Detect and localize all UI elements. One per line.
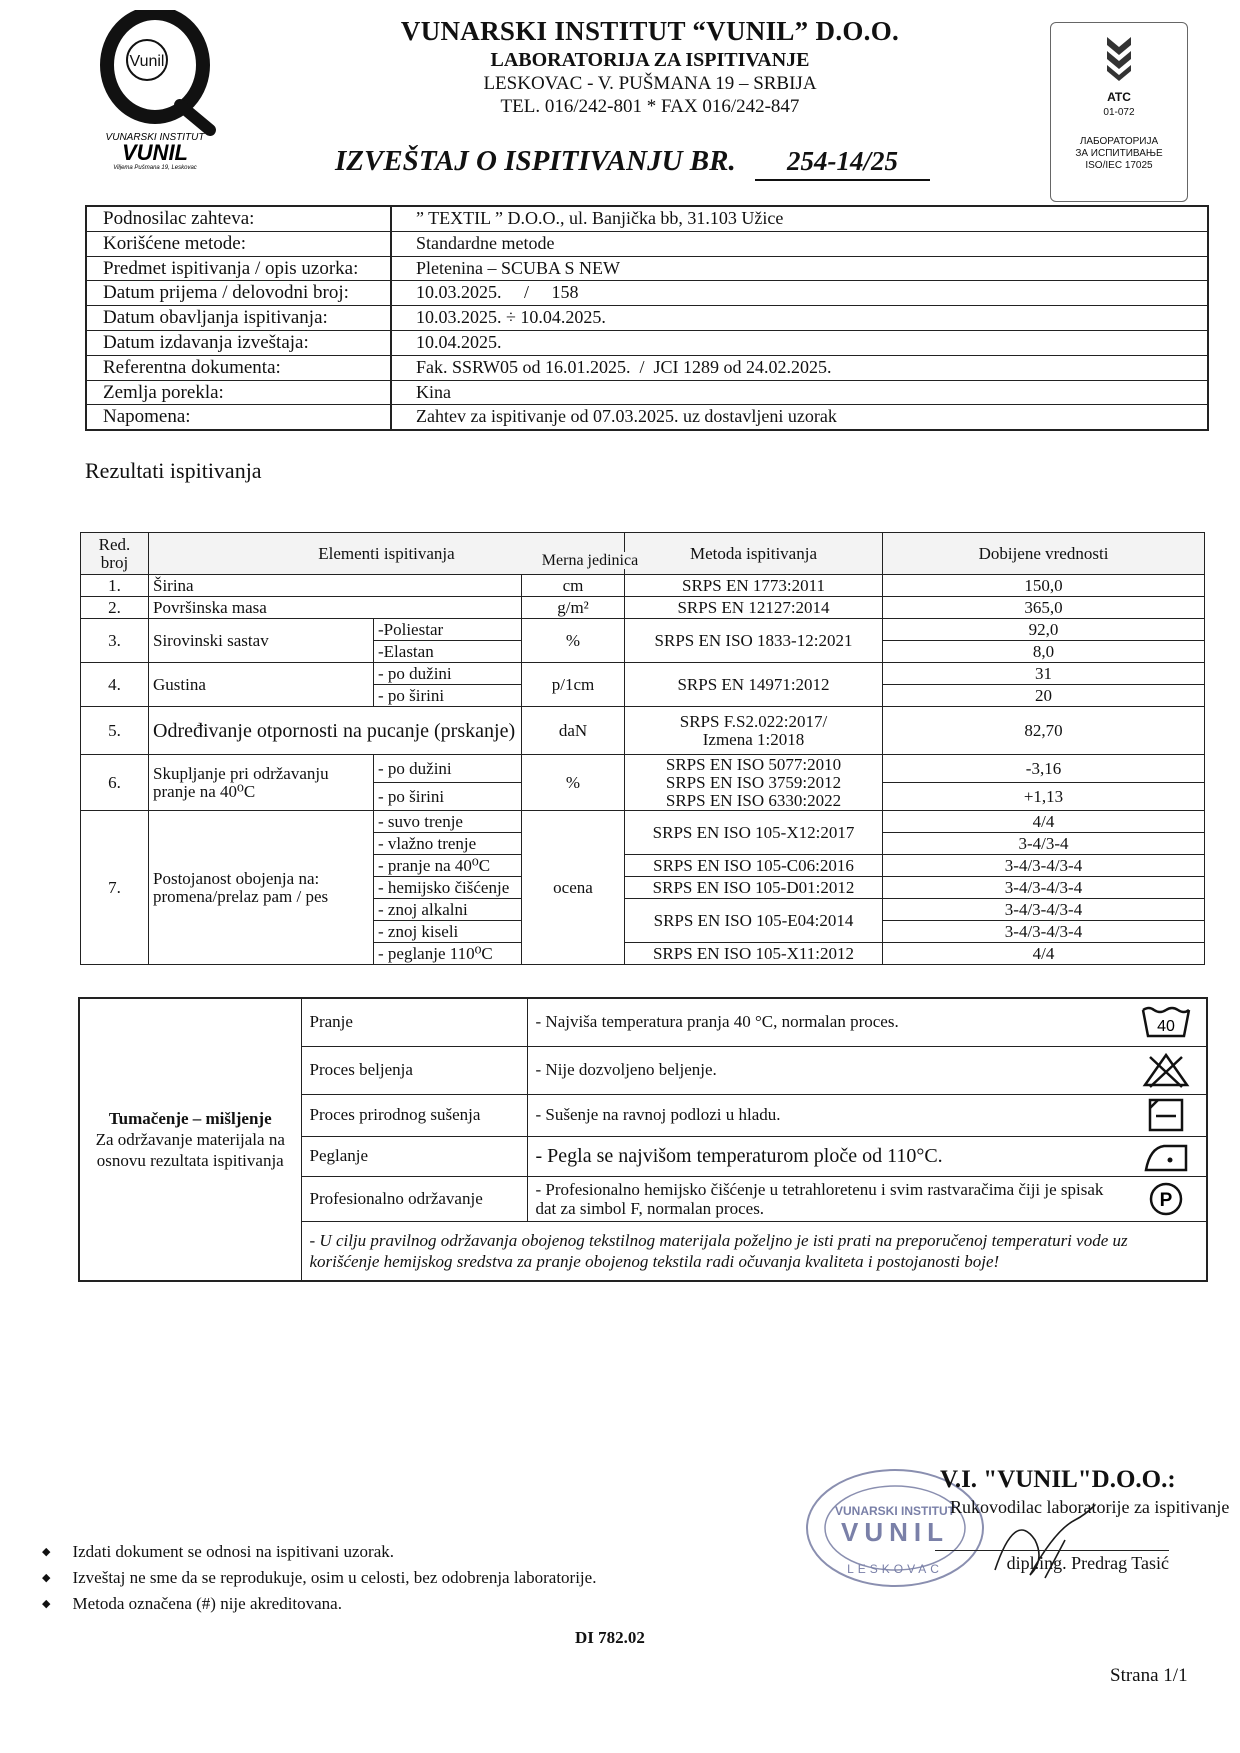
row-no: 2. xyxy=(81,597,149,619)
results-heading: Rezultati ispitivanja xyxy=(85,458,262,483)
interp-text: - Sušenje na ravnoj podlozi u hladu. xyxy=(535,1105,781,1124)
row-unit: g/m² xyxy=(522,597,625,619)
row-value: 3-4/3-4/3-4 xyxy=(883,877,1205,899)
table-row xyxy=(81,811,1205,833)
row-no: 4. xyxy=(81,663,149,707)
info-row xyxy=(87,381,1207,406)
row-subelement: - po širini xyxy=(374,685,522,707)
row-method xyxy=(625,755,883,811)
atc-number: 01-072 xyxy=(1103,107,1135,118)
footer-notes xyxy=(42,1540,596,1618)
logo-address: Viljema Pušmana 19, Leskovac xyxy=(113,165,197,170)
row-value: -3,16 xyxy=(883,755,1205,783)
method-line: Izmena 1:2018 xyxy=(702,729,805,749)
method-line: SRPS EN ISO 6330:2022 xyxy=(665,790,842,810)
signature-name: dipl.ing. Predrag Tasić xyxy=(935,1550,1169,1574)
row-element: Gustina xyxy=(149,663,374,707)
svg-text:Vunil: Vunil xyxy=(129,53,165,70)
info-key: Napomena: xyxy=(87,405,392,429)
info-value: Standardne metode xyxy=(416,232,555,253)
table-row xyxy=(81,707,1205,755)
document-id: DI 782.02 xyxy=(575,1628,645,1647)
row-subelement: - vlažno trenje xyxy=(374,833,522,855)
row-no: 1. xyxy=(81,575,149,597)
row-method: SRPS EN 14971:2012 xyxy=(625,663,883,707)
row-method: SRPS EN ISO 105-X12:2017 xyxy=(625,811,883,855)
row-unit: ocena xyxy=(522,811,625,965)
info-row xyxy=(87,356,1207,381)
interp-label: Proces beljenja xyxy=(301,1046,527,1094)
row-value: 8,0 xyxy=(883,641,1205,663)
interpretation-note: - U cilju pravilnog održavanja obojenog tekstilnog materijala poželjno je isti prati na preporučenoj temperaturi vode uz korišćenje hemijskog sredstva za pranje obojenog tekstila radi očuvanja kvaliteta i postojanosti boje! xyxy=(301,1221,1207,1281)
row-element: Postojanost obojenja na: promena/prelaz pam / pes xyxy=(149,811,374,965)
info-key: Datum izdavanja izveštaja: xyxy=(87,331,392,355)
footer-note: ◆ Metoda označena (#) nije akreditovana. xyxy=(42,1592,596,1618)
footer-note: ◆ Izdati dokument se odnosi na ispitivani uzorak. xyxy=(42,1540,596,1566)
info-row xyxy=(87,306,1207,331)
col-header-unit: Merna jedinica xyxy=(541,552,639,569)
iron-one-dot-icon xyxy=(1140,1138,1192,1174)
row-no: 6. xyxy=(81,755,149,811)
row-subelement: - po dužini xyxy=(374,663,522,685)
interpretation-table xyxy=(78,997,1208,1282)
no-bleach-icon xyxy=(1140,1052,1192,1088)
table-row xyxy=(81,755,1205,783)
info-value: 10.04.2025. xyxy=(416,331,502,352)
interpretation-title-bold: Tumačenje – mišljenje xyxy=(108,1109,272,1128)
atc-logo-icon xyxy=(1099,33,1139,81)
logo-caption: VUNARSKI INSTITUT xyxy=(105,132,205,143)
interp-text-cell xyxy=(527,1046,1207,1094)
interp-text-cell xyxy=(527,998,1207,1046)
info-value: Kina xyxy=(416,381,451,402)
interp-label: Proces prirodnog sušenja xyxy=(301,1094,527,1136)
row-method: SRPS EN ISO 105-C06:2016 xyxy=(625,855,883,877)
info-value: ” TEXTIL ” D.O.O., ul. Banjička bb, 31.103 Užice xyxy=(416,208,784,228)
interp-text-cell xyxy=(527,1136,1207,1176)
col-header-no: Red. broj xyxy=(81,533,149,575)
row-method: SRPS EN ISO 105-E04:2014 xyxy=(625,899,883,943)
vunil-logo xyxy=(85,10,225,170)
row-method: SRPS EN ISO 105-X11:2012 xyxy=(625,943,883,965)
interp-text: - Nije dozvoljeno beljenje. xyxy=(535,1060,717,1079)
row-subelement: - hemijsko čišćenje xyxy=(374,877,522,899)
dryclean-letter: P xyxy=(1159,1189,1173,1211)
interp-text: - Pegla se najvišom temperaturom ploče od 110°C. xyxy=(535,1144,943,1167)
row-value: 3-4/3-4/3-4 xyxy=(883,921,1205,943)
row-unit: daN xyxy=(522,707,625,755)
row-subelement: -Elastan xyxy=(374,641,522,663)
info-row xyxy=(87,331,1207,356)
row-unit: % xyxy=(522,619,625,663)
row-subelement: -Poliestar xyxy=(374,619,522,641)
org-name: VUNARSKI INSTITUT “VUNIL” D.O.O. xyxy=(400,16,900,46)
info-row xyxy=(87,405,1207,429)
table-row xyxy=(81,663,1205,685)
col-header-value: Dobijene vrednosti xyxy=(883,533,1205,575)
info-row xyxy=(87,232,1207,257)
method-line: SRPS EN ISO 5077:2010 xyxy=(665,754,842,774)
row-value: 31 xyxy=(883,663,1205,685)
interpretation-title xyxy=(79,998,301,1281)
row-value: 92,0 xyxy=(883,619,1205,641)
row-element: Skupljanje pri održavanju pranje na 40⁰C xyxy=(149,755,374,811)
row-value: 20 xyxy=(883,685,1205,707)
row-element: Površinska masa xyxy=(149,597,522,619)
report-title: IZVEŠTAJ O ISPITIVANJU BR. xyxy=(335,145,736,177)
wash-40-icon xyxy=(1140,1004,1192,1040)
row-unit: cm xyxy=(522,575,625,597)
row-value: 3-4/3-4/3-4 xyxy=(883,899,1205,921)
row-method xyxy=(625,707,883,755)
info-value: Zahtev za ispitivanje od 07.03.2025. uz dostavljeni uzorak xyxy=(416,406,837,427)
row-subelement: - suvo trenje xyxy=(374,811,522,833)
row-value: 4/4 xyxy=(883,943,1205,965)
atc-label-3: ISO/IEC 17025 xyxy=(1085,160,1153,171)
interp-row xyxy=(79,998,1207,1046)
row-subelement: - po dužini xyxy=(374,755,522,783)
row-value: 3-4/3-4 xyxy=(883,833,1205,855)
info-key: Datum obavljanja ispitivanja: xyxy=(87,306,392,330)
row-value: +1,13 xyxy=(883,783,1205,811)
row-subelement: - znoj alkalni xyxy=(374,899,522,921)
interp-text: - Profesionalno hemijsko čišćenje u tetrahloretenu i svim rastvaračima čiji je spisak dat za simbol F, normalan proces. xyxy=(535,1179,1104,1218)
atc-code: ATC xyxy=(1107,90,1131,104)
row-element: Širina xyxy=(149,575,522,597)
row-no: 5. xyxy=(81,707,149,755)
dry-flat-shade-icon xyxy=(1140,1097,1192,1133)
row-subelement: - peglanje 110⁰C xyxy=(374,943,522,965)
row-unit: p/1cm xyxy=(522,663,625,707)
results-table xyxy=(80,532,1205,965)
interp-text-cell xyxy=(527,1176,1207,1221)
table-row xyxy=(81,619,1205,641)
lab-name: LABORATORIJA ZA ISPITIVANJE xyxy=(490,49,810,71)
accreditation-badge xyxy=(1050,22,1188,202)
col-header-elements: Elementi ispitivanja xyxy=(149,533,625,575)
logo-brand: VUNIL xyxy=(122,140,188,165)
interpretation-title-rest: Za održavanje materijala na osnovu rezultata ispitivanja xyxy=(95,1130,285,1170)
info-key: Podnosilac zahteva: xyxy=(87,207,392,231)
info-key: Datum prijema / delovodni broj: xyxy=(87,281,392,305)
info-value: Fak. SSRW05 od 16.01.2025. / JCI 1289 od 24.02.2025. xyxy=(416,356,832,377)
row-subelement: - po širini xyxy=(374,783,522,811)
row-subelement: - pranje na 40⁰C xyxy=(374,855,522,877)
signature-org: V.I. "VUNIL"D.O.O.: xyxy=(940,1466,1176,1493)
row-value: 82,70 xyxy=(883,707,1205,755)
row-element: Određivanje otpornosti na pucanje (prskanje) xyxy=(149,707,522,755)
col-header-method: Metoda ispitivanja xyxy=(625,533,883,575)
row-value: 3-4/3-4/3-4 xyxy=(883,855,1205,877)
wash-temp-label: 40 xyxy=(1157,1018,1175,1036)
info-row xyxy=(87,207,1207,232)
info-table xyxy=(85,205,1209,431)
atc-label-1: ЛАБОРАТОРИЈА xyxy=(1079,136,1159,147)
info-row xyxy=(87,257,1207,282)
signature-role: Rukovodilac laboratorije za ispitivanje xyxy=(950,1497,1230,1517)
org-address: LESKOVAC - V. PUŠMANA 19 – SRBIJA xyxy=(483,73,817,94)
org-phone: TEL. 016/242-801 * FAX 016/242-847 xyxy=(500,96,800,117)
row-value: 4/4 xyxy=(883,811,1205,833)
page-number: Strana 1/1 xyxy=(1110,1665,1188,1686)
interp-label: Profesionalno održavanje xyxy=(301,1176,527,1221)
row-value: 150,0 xyxy=(883,575,1205,597)
report-number: 254-14/25 xyxy=(755,146,930,181)
row-method: SRPS EN ISO 1833-12:2021 xyxy=(625,619,883,663)
interp-label: Pranje xyxy=(301,998,527,1046)
info-row xyxy=(87,281,1207,306)
org-header xyxy=(340,16,960,118)
method-line: SRPS EN ISO 3759:2012 xyxy=(665,772,842,792)
info-key: Predmet ispitivanja / opis uzorka: xyxy=(87,257,392,281)
dryclean-p-icon xyxy=(1140,1181,1192,1217)
stamp-line-3: LESKOVAC xyxy=(847,1562,943,1576)
info-key: Korišćene metode: xyxy=(87,232,392,256)
row-method: SRPS EN 12127:2014 xyxy=(625,597,883,619)
row-unit: % xyxy=(522,755,625,811)
info-value: Pletenina – SCUBA S NEW xyxy=(416,257,621,278)
results-header-row xyxy=(81,533,1205,575)
info-value: 10.03.2025. ÷ 10.04.2025. xyxy=(416,307,606,328)
row-value: 365,0 xyxy=(883,597,1205,619)
method-line: SRPS F.S2.022:2017/ xyxy=(679,711,828,731)
info-key: Zemlja porekla: xyxy=(87,381,392,405)
stamp-line-1: VUNARSKI INSTITUT xyxy=(835,1504,955,1518)
atc-label-2: ЗА ИСПИТИВАЊЕ xyxy=(1075,148,1163,159)
row-no: 3. xyxy=(81,619,149,663)
row-element: Sirovinski sastav xyxy=(149,619,374,663)
row-method: SRPS EN ISO 105-D01:2012 xyxy=(625,877,883,899)
interp-text: - Najviša temperatura pranja 40 °C, normalan proces. xyxy=(535,1012,899,1032)
table-row xyxy=(81,575,1205,597)
footer-note: ◆ Izveštaj ne sme da se reprodukuje, osim u celosti, bez odobrenja laboratorije. xyxy=(42,1566,596,1592)
info-key: Referentna dokumenta: xyxy=(87,356,392,380)
interp-text-cell xyxy=(527,1094,1207,1136)
row-no: 7. xyxy=(81,811,149,965)
row-subelement: - znoj kiseli xyxy=(374,921,522,943)
info-value: 10.03.2025. / 158 xyxy=(416,282,579,303)
table-row xyxy=(81,597,1205,619)
stamp-line-2: VUNIL xyxy=(841,1517,949,1547)
row-method: SRPS EN 1773:2011 xyxy=(625,575,883,597)
interp-label: Peglanje xyxy=(301,1136,527,1176)
